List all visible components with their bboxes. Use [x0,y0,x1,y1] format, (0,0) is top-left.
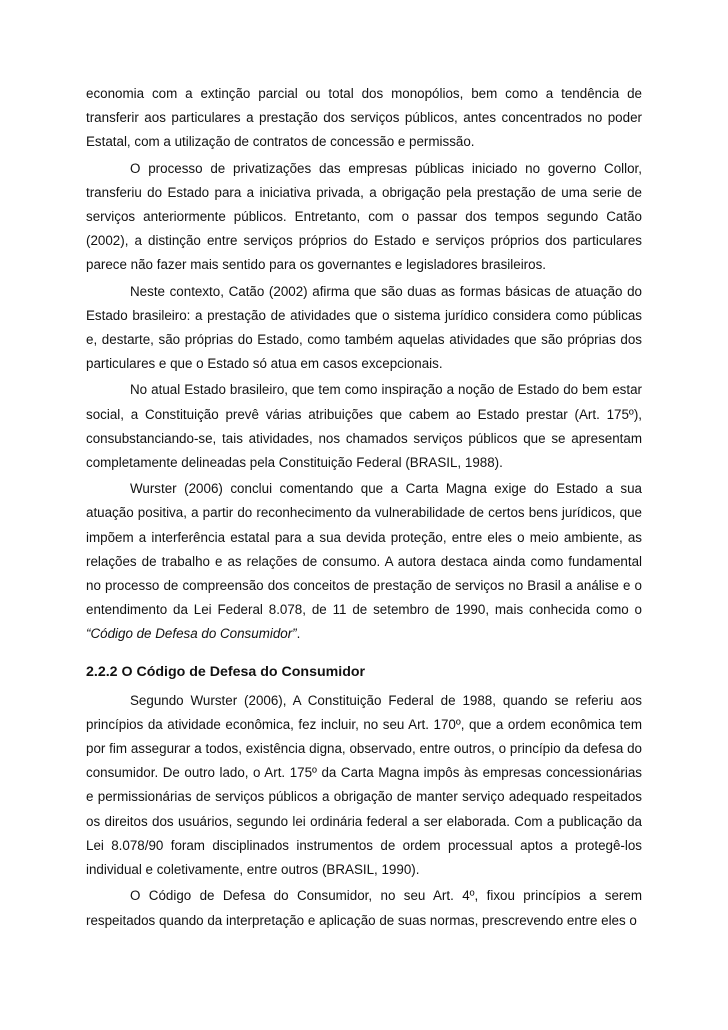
paragraph-privatizacoes: O processo de privatizações das empresas públicas iniciado no governo Collor, transferiu do Estado para a iniciativa privada, a obrigação pela prestação de uma serie de serviços anteriormente públicos. Entretanto, com o passar dos tempos segundo Catão (2002), a distinção entre serviços próprios do Estado e serviços próprios dos particulares parece não fazer mais sentido para os governantes e legisladores brasileiros. [86,160,642,273]
paragraph-wurster-end: . [296,626,301,642]
paragraph-wurster [86,477,642,646]
paragraph-constituicao-1988: Segundo Wurster (2006), A Constituição Federal de 1988, quando se referiu aos princípios da atividade econômica, fez incluir, no seu Art. 170º, que a ordem econômica tem por fim assegurar a todos, existência digna, observado, entre outros, o princípio da defesa do consumidor. De outro lado, o Art. 175º da Carta Magna impôs às empresas concessionárias e permissionárias de serviços públicos a obrigação de manter serviço adequado respeitados os direitos dos usuários, segundo lei ordinária federal a ser elaborada. Com a publicação da Lei 8.078/90 foram disciplinados instrumentos de ordem processual aptos a protegê-los individual e coletivamente, entre outros (BRASIL, 1990). [86,692,642,878]
document-body [86,82,642,933]
section-heading: 2.2.2 O Código de Defesa do Consumidor [86,663,366,680]
paragraph-continuation: economia com a extinção parcial ou total dos monopólios, bem como a tendência de transferir aos particulares a prestação dos serviços públicos, antes concentrados no poder Estatal, com a utilização de contratos de concessão e permissão. [86,86,642,150]
paragraph-cdc-art4: O Código de Defesa do Consumidor, no seu Art. 4º, fixou princípios a serem respeitados quando da interpretação e aplicação de suas normas, prescrevendo entre eles o [86,888,642,928]
paragraph-wurster-text: Wurster (2006) conclui comentando que a Carta Magna exige do Estado a sua atuação positiva, a partir do reconhecimento da vulnerabilidade de certos bens jurídicos, que impõem a interferência estatal para a sua devida proteção, entre eles o meio ambiente, as relações de trabalho e as relações de consumo. A autora destaca ainda como fundamental no processo de compreensão dos conceitos de prestação de serviços no Brasil a análise e o entendimento da Lei Federal 8.078, de 11 de setembro de 1990, mais conhecida como o [86,481,642,618]
paragraph-catao-formas: Neste contexto, Catão (2002) afirma que são duas as formas básicas de atuação do Estado brasileiro: a prestação de atividades que o sistema jurídico considera como públicas e, destarte, são próprias do Estado, como também aquelas atividades que são próprias dos particulares e que o Estado só atua em casos excepcionais. [86,283,642,372]
paragraph-estado-bem-estar: No atual Estado brasileiro, que tem como inspiração a noção de Estado do bem estar social, a Constituição prevê várias atribuições que cabem ao Estado prestar (Art. 175º), consubstanciando-se, tais atividades, nos chamados serviços públicos que se apresentam completamente delineadas pela Constituição Federal (BRASIL, 1988). [86,382,642,471]
cdc-italic-title: “Código de Defesa do Consumidor” [86,626,297,642]
